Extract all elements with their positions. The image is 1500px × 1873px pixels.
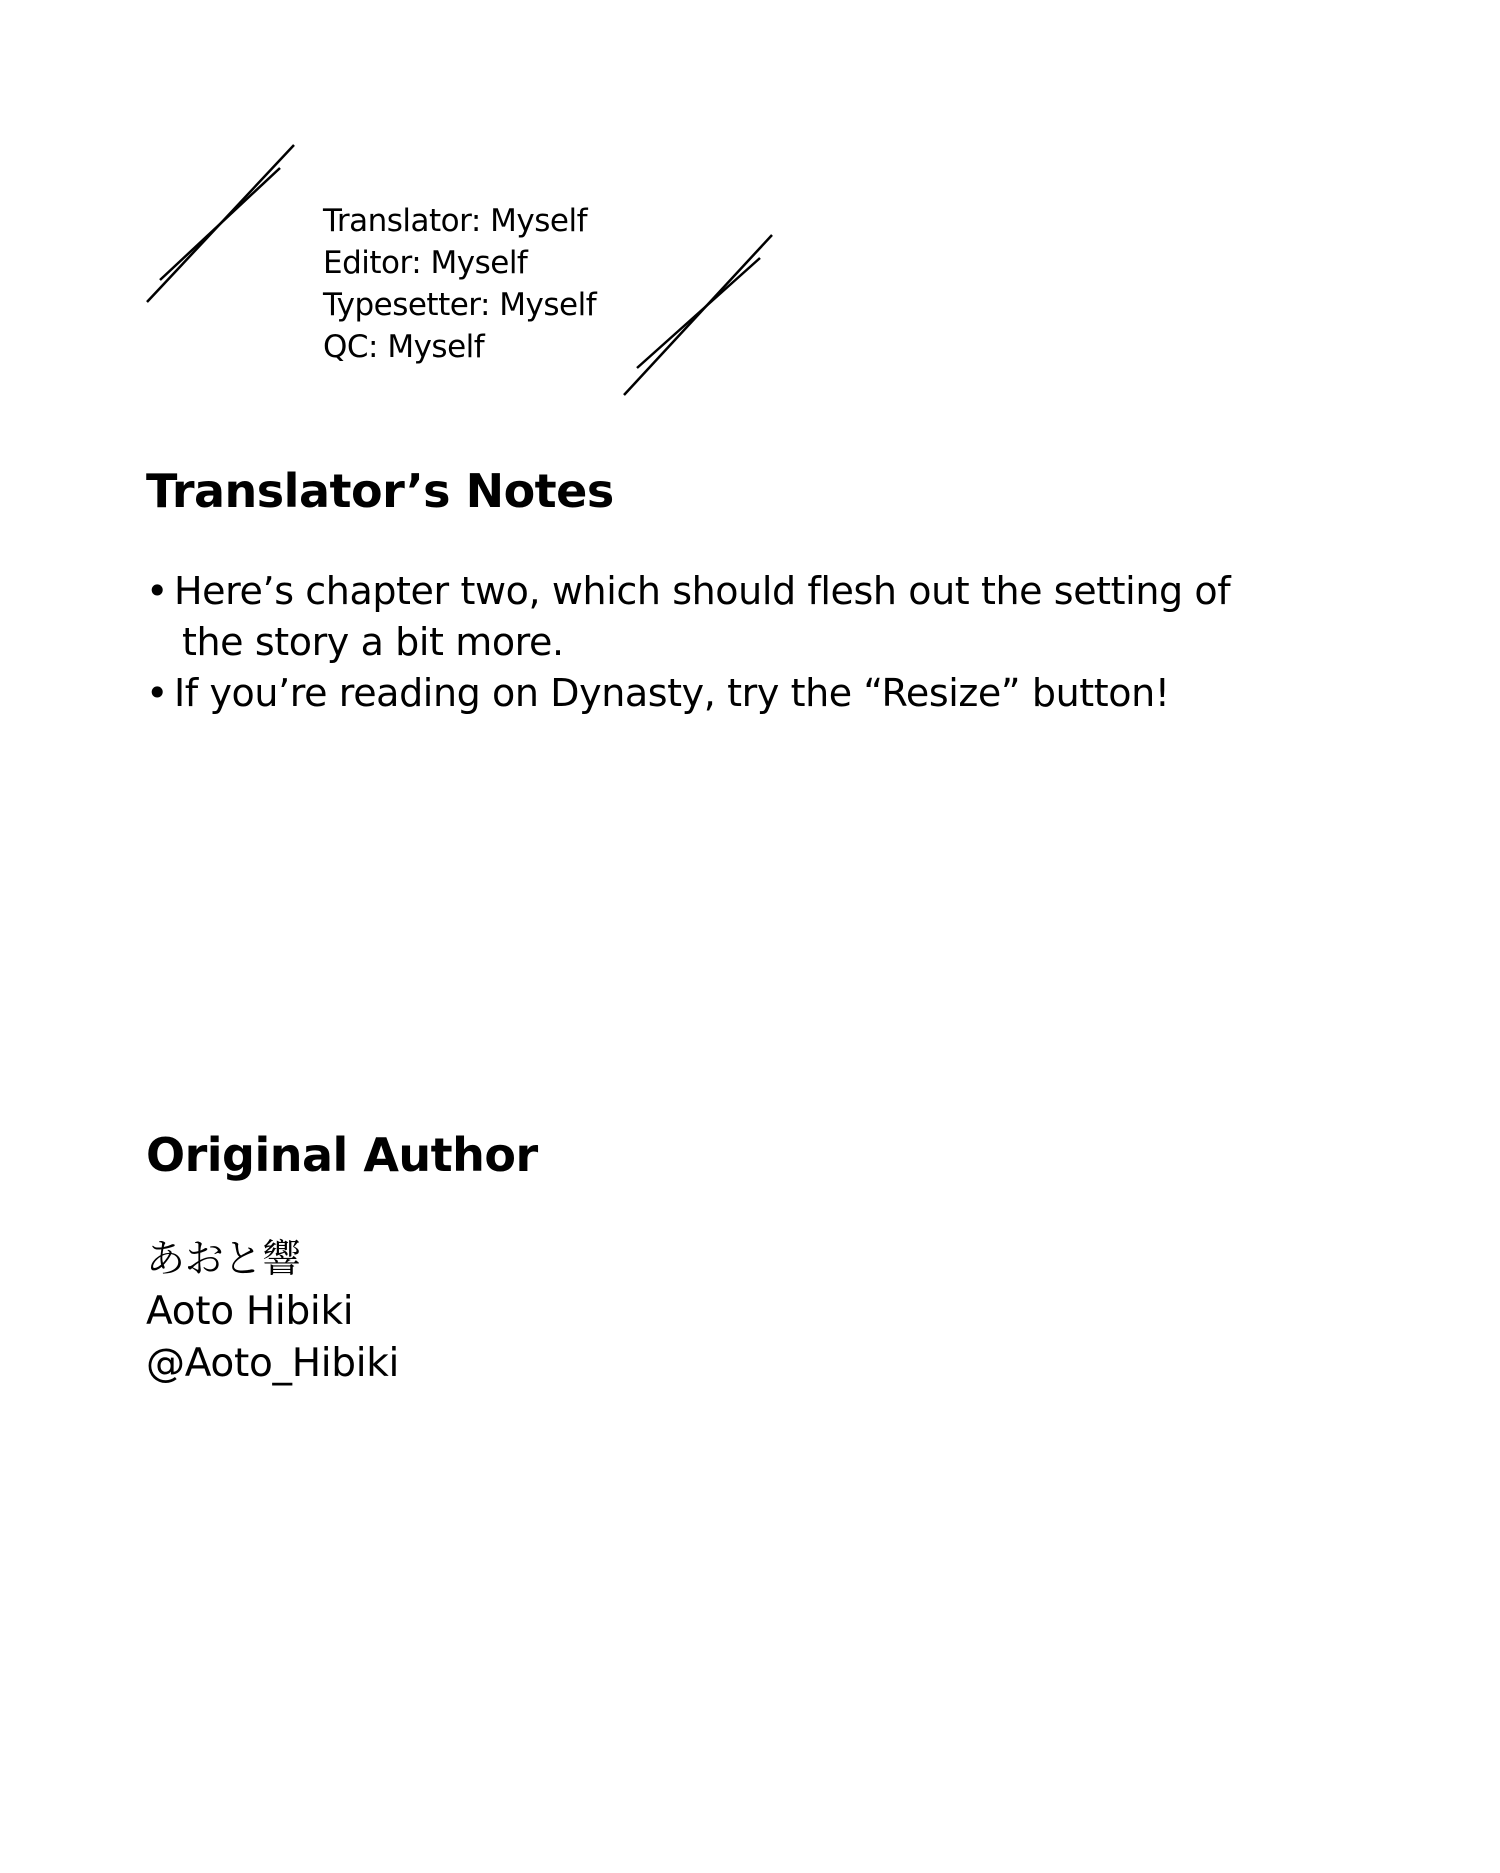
note-line-continued: the story a bit more. (182, 620, 564, 664)
credit-typesetter: Typesetter: Myself (323, 287, 597, 323)
original-author-heading: Original Author (146, 1128, 538, 1182)
credits-block (323, 200, 596, 368)
note-line: Here’s chapter two, which should flesh out the setting of (174, 569, 1231, 613)
author-name-japanese: あおと響 (146, 1237, 301, 1282)
author-name-romaji: Aoto Hibiki (146, 1289, 354, 1334)
note-item (146, 668, 1246, 719)
credit-qc: QC: Myself (323, 329, 485, 365)
author-handle: @Aoto_Hibiki (146, 1341, 400, 1386)
credit-translator: Translator: Myself (323, 203, 587, 239)
credit-editor: Editor: Myself (323, 245, 528, 281)
note-item (146, 566, 1246, 668)
translators-notes-heading: Translator’s Notes (146, 464, 614, 518)
note-line: If you’re reading on Dynasty, try the “Resize” button! (174, 671, 1170, 715)
bullet-icon: • (146, 569, 169, 613)
author-info (146, 1234, 399, 1390)
translators-notes-list (146, 566, 1246, 719)
bullet-icon: • (146, 671, 169, 715)
